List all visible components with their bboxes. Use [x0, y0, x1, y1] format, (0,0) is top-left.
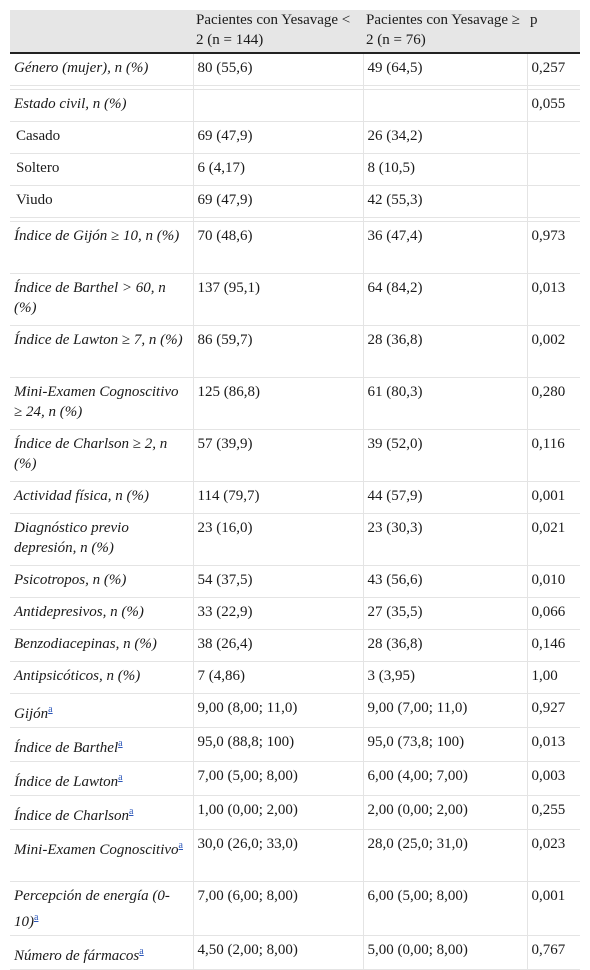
table-row — [10, 796, 580, 830]
cell-group-low: 7,00 (5,00; 8,00) — [193, 762, 363, 796]
cell-group-high: 28,0 (25,0; 31,0) — [363, 830, 527, 882]
table-row — [10, 882, 580, 936]
row-label: Índice de Barthel > 60, n (%) — [10, 274, 193, 326]
table-row — [10, 430, 580, 482]
table-row — [10, 482, 580, 514]
cell-p-value: 0,973 — [527, 222, 580, 274]
row-label: Benzodiacepinas, n (%) — [10, 630, 193, 662]
cell-p-value: 0,146 — [527, 630, 580, 662]
row-label-cell — [10, 694, 193, 728]
table-row — [10, 830, 580, 882]
cell-group-low: 54 (37,5) — [193, 566, 363, 598]
cell-group-high: 64 (84,2) — [363, 274, 527, 326]
table-row — [10, 154, 580, 186]
cell-group-high: 27 (35,5) — [363, 598, 527, 630]
cell-p-value: 0,927 — [527, 694, 580, 728]
cell-p-value — [527, 186, 580, 218]
row-label: Psicotropos, n (%) — [10, 566, 193, 598]
footnote-link[interactable]: a — [139, 946, 144, 957]
table-row — [10, 598, 580, 630]
cell-group-low: 125 (86,8) — [193, 378, 363, 430]
cell-p-value: 0,010 — [527, 566, 580, 598]
row-label-cell — [10, 882, 193, 936]
table-row — [10, 728, 580, 762]
table-row — [10, 326, 580, 378]
header-variable — [10, 10, 193, 53]
table-row — [10, 378, 580, 430]
row-label: Diagnóstico previo depresión, n (%) — [10, 514, 193, 566]
row-label: Actividad física, n (%) — [10, 482, 193, 514]
table-row — [10, 186, 580, 218]
cell-group-high — [363, 90, 527, 122]
cell-group-low: 57 (39,9) — [193, 430, 363, 482]
cell-group-low: 69 (47,9) — [193, 186, 363, 218]
cell-p-value: 0,280 — [527, 378, 580, 430]
footnote-link[interactable]: a — [48, 704, 53, 715]
cell-group-low: 86 (59,7) — [193, 326, 363, 378]
cell-group-low: 137 (95,1) — [193, 274, 363, 326]
cell-p-value: 0,257 — [527, 53, 580, 86]
table-row — [10, 630, 580, 662]
table-row — [10, 222, 580, 274]
cell-group-low: 114 (79,7) — [193, 482, 363, 514]
cell-group-low: 4,50 (2,00; 8,00) — [193, 936, 363, 970]
cell-group-high: 6,00 (4,00; 7,00) — [363, 762, 527, 796]
cell-group-low: 7 (4,86) — [193, 662, 363, 694]
row-label: Viudo — [10, 186, 193, 218]
row-label-cell — [10, 728, 193, 762]
header-p-value: p — [527, 10, 580, 53]
cell-group-high: 36 (47,4) — [363, 222, 527, 274]
cell-group-high: 3 (3,95) — [363, 662, 527, 694]
cell-group-high: 2,00 (0,00; 2,00) — [363, 796, 527, 830]
cell-group-low: 80 (55,6) — [193, 53, 363, 86]
cell-group-high: 44 (57,9) — [363, 482, 527, 514]
table-row — [10, 90, 580, 122]
row-label: Índice de Lawton ≥ 7, n (%) — [10, 326, 193, 378]
cell-group-high: 61 (80,3) — [363, 378, 527, 430]
cell-group-low: 9,00 (8,00; 11,0) — [193, 694, 363, 728]
cell-group-low: 30,0 (26,0; 33,0) — [193, 830, 363, 882]
cell-group-high: 8 (10,5) — [363, 154, 527, 186]
cell-p-value: 0,002 — [527, 326, 580, 378]
table-row — [10, 514, 580, 566]
cell-p-value: 0,023 — [527, 830, 580, 882]
cell-group-high: 43 (56,6) — [363, 566, 527, 598]
row-label: Índice de Charlson ≥ 2, n (%) — [10, 430, 193, 482]
cell-group-low: 95,0 (88,8; 100) — [193, 728, 363, 762]
row-label: Índice de Gijón ≥ 10, n (%) — [10, 222, 193, 274]
table-row — [10, 694, 580, 728]
footnote-link[interactable]: a — [118, 772, 123, 783]
cell-group-low: 70 (48,6) — [193, 222, 363, 274]
cell-group-high: 28 (36,8) — [363, 630, 527, 662]
row-label: Casado — [10, 122, 193, 154]
cell-group-high: 42 (55,3) — [363, 186, 527, 218]
cell-group-high: 26 (34,2) — [363, 122, 527, 154]
row-label: Número de fármacos — [14, 948, 140, 964]
row-label: Índice de Barthel — [14, 740, 119, 756]
table-row — [10, 122, 580, 154]
row-label: Índice de Charlson — [14, 808, 129, 824]
cell-p-value: 1,00 — [527, 662, 580, 694]
row-label: Estado civil, n (%) — [10, 90, 193, 122]
table-row — [10, 53, 580, 86]
row-label: Percepción de energía (0-10) — [14, 888, 170, 930]
row-label: Gijón — [14, 706, 49, 722]
cell-p-value — [527, 154, 580, 186]
cell-group-high: 23 (30,3) — [363, 514, 527, 566]
cell-group-low: 7,00 (6,00; 8,00) — [193, 882, 363, 936]
cell-p-value: 0,066 — [527, 598, 580, 630]
footnote-link[interactable]: a — [118, 738, 123, 749]
row-label: Soltero — [10, 154, 193, 186]
cell-group-high: 49 (64,5) — [363, 53, 527, 86]
cell-p-value: 0,055 — [527, 90, 580, 122]
header-group-high: Pacientes con Yesavage ≥ 2 (n = 76) — [363, 10, 527, 53]
cell-p-value: 0,013 — [527, 728, 580, 762]
row-label-cell — [10, 936, 193, 970]
row-label: Género (mujer), n (%) — [10, 53, 193, 86]
row-label: Antipsicóticos, n (%) — [10, 662, 193, 694]
cell-group-low: 69 (47,9) — [193, 122, 363, 154]
row-label: Índice de Lawton — [14, 774, 119, 790]
table-row — [10, 762, 580, 796]
cell-group-high: 9,00 (7,00; 11,0) — [363, 694, 527, 728]
cell-p-value: 0,116 — [527, 430, 580, 482]
cell-p-value: 0,013 — [527, 274, 580, 326]
footnote-link[interactable]: a — [178, 840, 183, 851]
cell-group-high: 39 (52,0) — [363, 430, 527, 482]
cell-p-value: 0,001 — [527, 482, 580, 514]
cell-p-value: 0,003 — [527, 762, 580, 796]
cell-group-low: 1,00 (0,00; 2,00) — [193, 796, 363, 830]
table-row — [10, 662, 580, 694]
cell-p-value: 0,021 — [527, 514, 580, 566]
cell-group-low: 23 (16,0) — [193, 514, 363, 566]
cell-group-high: 6,00 (5,00; 8,00) — [363, 882, 527, 936]
results-table — [10, 10, 580, 970]
cell-p-value: 0,767 — [527, 936, 580, 970]
row-label-cell — [10, 796, 193, 830]
cell-group-high: 5,00 (0,00; 8,00) — [363, 936, 527, 970]
row-label-cell — [10, 762, 193, 796]
cell-group-low: 38 (26,4) — [193, 630, 363, 662]
cell-group-low — [193, 90, 363, 122]
header-group-low: Pacientes con Yesavage < 2 (n = 144) — [193, 10, 363, 53]
row-label-cell — [10, 830, 193, 882]
table-row — [10, 936, 580, 970]
cell-p-value: 0,255 — [527, 796, 580, 830]
cell-p-value: 0,001 — [527, 882, 580, 936]
cell-group-high: 95,0 (73,8; 100) — [363, 728, 527, 762]
cell-group-low: 33 (22,9) — [193, 598, 363, 630]
table-header-row — [10, 10, 580, 53]
cell-p-value — [527, 122, 580, 154]
cell-group-high: 28 (36,8) — [363, 326, 527, 378]
footnote-link[interactable]: a — [128, 806, 134, 817]
row-label: Antidepresivos, n (%) — [10, 598, 193, 630]
table-row — [10, 274, 580, 326]
cell-group-low: 6 (4,17) — [193, 154, 363, 186]
results-table-container — [10, 0, 590, 970]
footnote-link[interactable]: a — [34, 912, 39, 923]
row-label: Mini-Examen Cognoscitivo — [14, 842, 179, 858]
table-row — [10, 566, 580, 598]
row-label: Mini-Examen Cognoscitivo ≥ 24, n (%) — [10, 378, 193, 430]
